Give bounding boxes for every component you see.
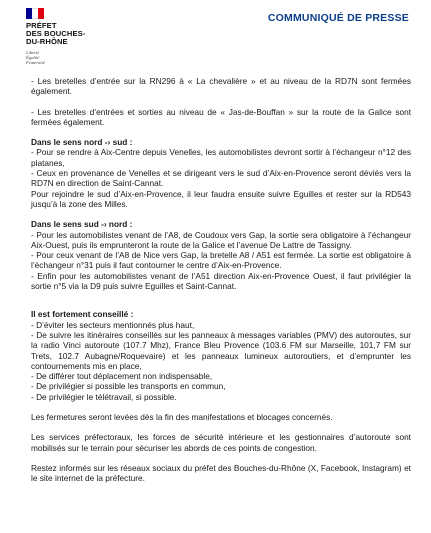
prefecture-logo <box>26 8 116 65</box>
list-item: - Ceux en provenance de Venelles et se dirigeant vers le sud d’Aix-en-Provence seront déviés vers la RD7N en direction de Saint-Cannat. <box>31 168 411 189</box>
motto-egalite: Égalité <box>26 54 40 60</box>
paragraph-stay-informed: Restez informés sur les réseaux sociaux du préfet des Bouches-du-Rhône (X, Facebook, Instagram) et le site internet de la préfecture. <box>31 462 411 484</box>
list-item: - Pour les automobilistes venant de l’A8, de Coudoux vers Gap, la sortie sera obligatoire à l’échangeur Aix-Ouest, puis ils emprunteront la route de la Galice et l’avenue De Lattre de Tassigny. <box>31 229 411 250</box>
document-header <box>0 0 431 72</box>
motto-fraternite: Fraternité <box>26 59 45 65</box>
list-item: - De suivre les itinéraires conseillés sur les panneaux à messages variables (PMV) des autoroutes, sur la radio Vinci autoroute (107.7 Mhz), France Bleu Provence (103.6 FM sur Marseille, 101,7 FM sur Trets, 102.7 Aubagne/Roquevaire) et les panneaux lumineux autoroutiers, et d’emprunter les contournements mis en place, <box>31 329 411 371</box>
paragraph-jas-de-bouffan: - Les bretelles d’entrées et sorties au niveau de « Jas-de-Bouffan » sur la route de la Galice sont fermées également. <box>31 106 411 127</box>
paragraph-closures: Les fermetures seront levées dès la fin des manifestations et blocages concernés. <box>31 412 333 423</box>
motto-liberte: Liberté <box>26 49 40 55</box>
document-body <box>31 76 411 484</box>
brand-line-1: PRÉFET <box>26 21 57 30</box>
section-heading-sud-nord: Dans le sens sud -› nord : <box>31 219 133 230</box>
paragraph-services: Les services préfectoraux, les forces de sécurité intérieure et les gestionnaires d’autoroute sont mobilisés sur le terrain pour sécuriser les abords de ces points de congestion. <box>31 432 411 453</box>
republic-motto <box>26 50 116 65</box>
list-item: - D’éviter les secteurs mentionnés plus haut, <box>31 319 195 330</box>
brand-line-2: DES BOUCHES- <box>26 29 86 39</box>
french-flag-icon <box>26 8 44 19</box>
list-item: - Pour se rendre à Aix-Centre depuis Venelles, les automobilistes devront sortir à l’échangeur n°12 des platanes, <box>31 147 411 168</box>
brand-line-3: DU-RHÔNE <box>26 37 68 47</box>
list-item: - Enfin pour les automobilistes venant de l’A51 direction Aix-en-Provence Ouest, il faut privilégier la sortie n°5 via la D9 puis suivre Eguilles et Saint-Cannat. <box>31 270 411 292</box>
section-heading-nord-sud: Dans le sens nord -› sud : <box>31 137 133 148</box>
section-heading-advice: Il est fortement conseillé : <box>31 309 134 320</box>
list-item: - De privilégier le télétravail, si possible. <box>31 391 177 402</box>
document-title: COMMUNIQUÉ DE PRESSE <box>267 12 409 24</box>
paragraph-chevaliere: - Les bretelles d’entrée sur la RN296 à « La chevalière » et au niveau de la RD7N sont fermées également. <box>31 76 411 97</box>
list-item: - De privilégier si possible les transports en commun, <box>31 381 226 392</box>
list-item: - De différer tout déplacement non indispensable, <box>31 371 213 382</box>
list-item: - Pour ceux venant de l’A8 de Nice vers Gap, la bretelle A8 / A51 est fermée. La sortie est obligatoire à l’échangeur n°31 puis il faut contourner le centre d’Aix-en-Provence. <box>31 250 411 271</box>
list-item: Pour rejoindre le sud d’Aix-en-Provence, il leur faudra ensuite suivre Eguilles et rester sur la RD543 jusqu’à la zone des Milles. <box>31 188 411 209</box>
